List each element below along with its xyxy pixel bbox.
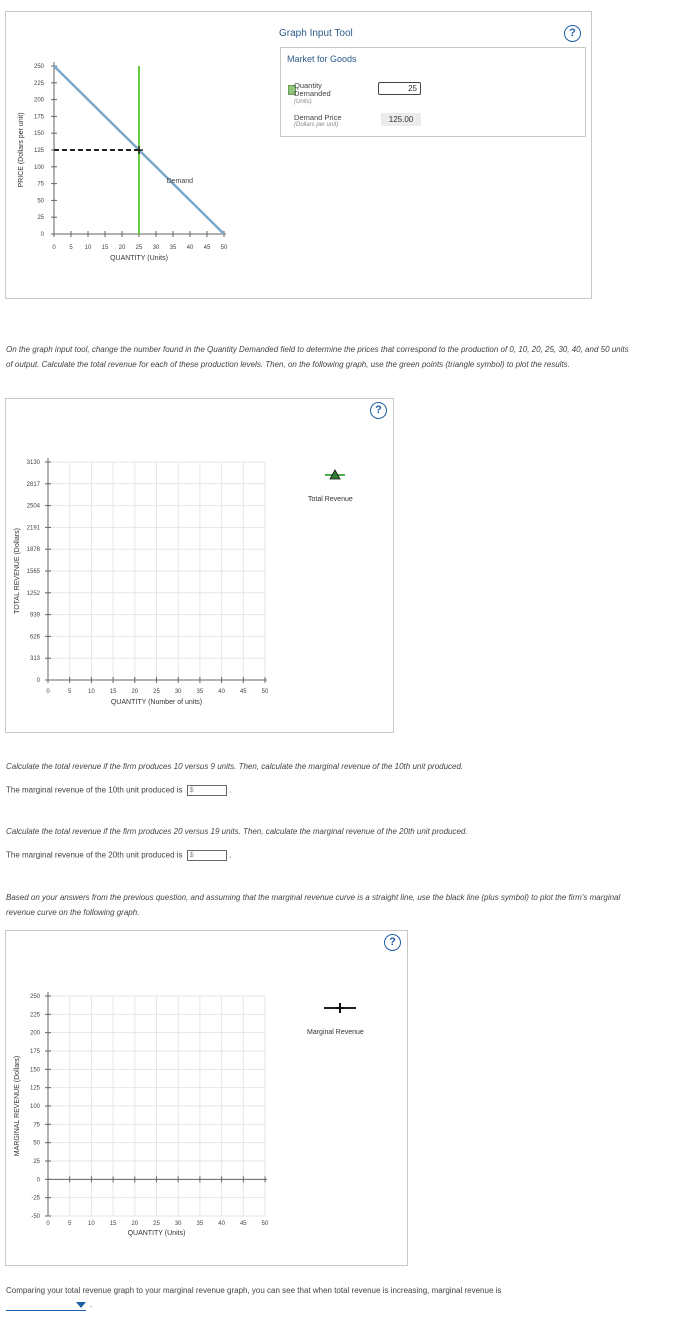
x-tick-label: 35 [196, 1221, 204, 1227]
y-tick-label: 0 [36, 678, 40, 684]
x-axis-title: QUANTITY (Units) [127, 1230, 186, 1237]
graph-input-tool-panel [5, 11, 592, 299]
y-tick-label: 125 [29, 1085, 40, 1092]
y-tick-label: 150 [33, 131, 44, 138]
y-tick-label: 75 [37, 181, 44, 188]
y-tick-label: 50 [37, 198, 44, 205]
x-tick-label: 50 [261, 689, 269, 695]
y-tick-label: 0 [36, 1177, 40, 1184]
y-tick-label: 50 [33, 1140, 40, 1147]
green-triangle-tool-icon[interactable] [323, 469, 347, 481]
y-tick-label: 100 [29, 1104, 40, 1110]
y-tick-label: 200 [33, 97, 44, 104]
question-mr10: Calculate the total revenue if the firm produces 10 versus 9 units. Then, calculate the marginal revenue of the 10th unit produced. [6, 762, 464, 771]
marginal-revenue-legend-label: Marginal Revenue [307, 1029, 364, 1036]
y-tick-label: 1565 [26, 569, 40, 575]
y-tick-label: 75 [33, 1122, 40, 1129]
y-tick-label: 25 [37, 215, 44, 222]
y-tick-label: 2817 [26, 481, 40, 488]
demand-label: Demand [166, 177, 194, 185]
y-axis-title: PRICE (Dollars per unit) [18, 112, 25, 188]
x-tick-label: 15 [109, 689, 117, 695]
instruction-marginal-revenue: Based on your answers from the previous question, and assuming that the marginal revenue curve is a straight line, use the black line (plus symbol) to plot the firm's marginal revenue curve on the following graph. [6, 893, 621, 917]
y-tick-label: -25 [31, 1195, 40, 1202]
x-tick-label: 20 [131, 689, 139, 695]
y-tick-label: 250 [29, 994, 40, 1000]
y-tick-label: 1252 [26, 590, 40, 597]
y-tick-label: 225 [29, 1012, 40, 1019]
y-tick-label: 3130 [26, 460, 40, 466]
x-tick-label: 30 [174, 1221, 182, 1227]
y-tick-label: 250 [33, 64, 44, 70]
mr20-label: The marginal revenue of the 20th unit produced is [6, 850, 183, 860]
y-tick-label: 100 [33, 164, 44, 171]
y-tick-label: 200 [29, 1030, 40, 1037]
help-icon[interactable]: ? [384, 934, 401, 951]
x-tick-label: 50 [261, 1221, 269, 1227]
x-tick-label: 5 [68, 689, 72, 695]
x-tick-label: 40 [218, 1221, 225, 1227]
demand-chart [6, 12, 256, 277]
x-axis-title: QUANTITY (Units) [110, 255, 168, 262]
x-tick-label: 0 [52, 245, 56, 251]
x-tick-label: 15 [101, 245, 109, 251]
y-tick-label: 225 [33, 80, 44, 87]
x-tick-label: 45 [203, 245, 211, 251]
market-title: Market for Goods [287, 54, 357, 64]
x-tick-label: 0 [46, 689, 50, 695]
final-period: . [90, 1300, 93, 1309]
x-tick-label: 10 [88, 689, 95, 695]
chevron-down-icon [76, 1302, 86, 1309]
x-tick-label: 5 [68, 1221, 72, 1227]
y-tick-label: 313 [29, 656, 40, 663]
y-tick-label: 175 [33, 114, 44, 121]
demand-price-units: (Dollars per unit) [294, 122, 339, 128]
marginal-revenue-panel [5, 930, 408, 1266]
demand-price-label: Demand Price [294, 113, 342, 122]
x-tick-label: 45 [239, 689, 247, 695]
y-tick-label: 2191 [26, 525, 40, 532]
x-tick-label: 0 [46, 1221, 50, 1227]
x-tick-label: 25 [153, 689, 160, 695]
y-tick-label: 0 [40, 232, 44, 238]
question-mr20: Calculate the total revenue if the firm produces 20 versus 19 units. Then, calculate the marginal revenue of the 20th unit produced. [6, 827, 468, 836]
mr10-label: The marginal revenue of the 10th unit produced is [6, 785, 183, 795]
x-tick-label: 20 [118, 245, 126, 251]
x-tick-label: 25 [153, 1221, 160, 1227]
help-icon[interactable]: ? [564, 25, 581, 42]
y-tick-label: 175 [29, 1049, 40, 1055]
answer-row-mr10 [6, 785, 231, 796]
instruction-total-revenue: On the graph input tool, change the number found in the Quantity Demanded field to determine the prices that correspond to the production of 0, 10, 20, 25, 30, 40, and 50 units of output. Calculate the total revenue for each of these production levels. Then, on the following graph, use the green points (triangle symbol) to plot the results. [6, 345, 629, 369]
total-revenue-chart[interactable] [6, 399, 306, 729]
y-axis-title: MARGINAL REVENUE (Dollars) [14, 1055, 21, 1157]
x-tick-label: 45 [239, 1221, 247, 1227]
x-tick-label: 40 [186, 245, 194, 251]
marginal-revenue-chart[interactable] [6, 931, 306, 1261]
y-tick-label: -50 [31, 1214, 40, 1220]
y-tick-label: 939 [29, 612, 40, 619]
x-tick-label: 10 [84, 245, 92, 251]
mr20-answer-input[interactable]: $ [187, 850, 227, 861]
answer-row-mr20 [6, 850, 231, 861]
answer-dropdown[interactable] [6, 1300, 86, 1311]
help-icon[interactable]: ? [370, 402, 387, 419]
mr10-answer-input[interactable]: $ [187, 785, 227, 796]
demand-price-value: 125.00 [381, 113, 421, 126]
x-tick-label: 35 [169, 245, 177, 251]
y-axis-title: TOTAL REVENUE (Dollars) [14, 528, 21, 614]
x-tick-label: 40 [218, 689, 225, 695]
x-tick-label: 15 [109, 1221, 117, 1227]
period: . [229, 785, 232, 795]
period: . [229, 850, 232, 860]
y-tick-label: 125 [33, 148, 44, 154]
x-tick-label: 50 [220, 245, 228, 251]
y-tick-label: 25 [33, 1159, 40, 1165]
market-for-goods-box [280, 47, 586, 137]
y-tick-label: 626 [29, 634, 40, 641]
final-question: Comparing your total revenue graph to your marginal revenue graph, you can see that when total revenue is increasing, marginal revenue is [6, 1286, 502, 1295]
x-tick-label: 20 [131, 1221, 139, 1227]
x-tick-label: 30 [174, 689, 182, 695]
quantity-units-label: (Units) [294, 99, 312, 105]
y-tick-label: 1878 [26, 547, 40, 554]
x-tick-label: 25 [135, 245, 143, 251]
x-tick-label: 5 [69, 245, 73, 251]
x-tick-label: 10 [88, 1221, 95, 1227]
x-axis-title: QUANTITY (Number of units) [110, 699, 203, 706]
quantity-demanded-label: Quantity Demanded [294, 81, 331, 98]
total-revenue-panel [5, 398, 394, 733]
total-revenue-legend-label: Total Revenue [308, 496, 353, 503]
x-tick-label: 35 [196, 689, 204, 695]
graph-tool-title: Graph Input Tool [279, 28, 353, 39]
y-tick-label: 2504 [26, 503, 40, 510]
black-plus-tool-icon[interactable] [322, 1002, 358, 1014]
y-tick-label: 150 [29, 1067, 40, 1074]
x-tick-label: 30 [152, 245, 160, 251]
quantity-demanded-input[interactable]: 25 [378, 82, 421, 95]
